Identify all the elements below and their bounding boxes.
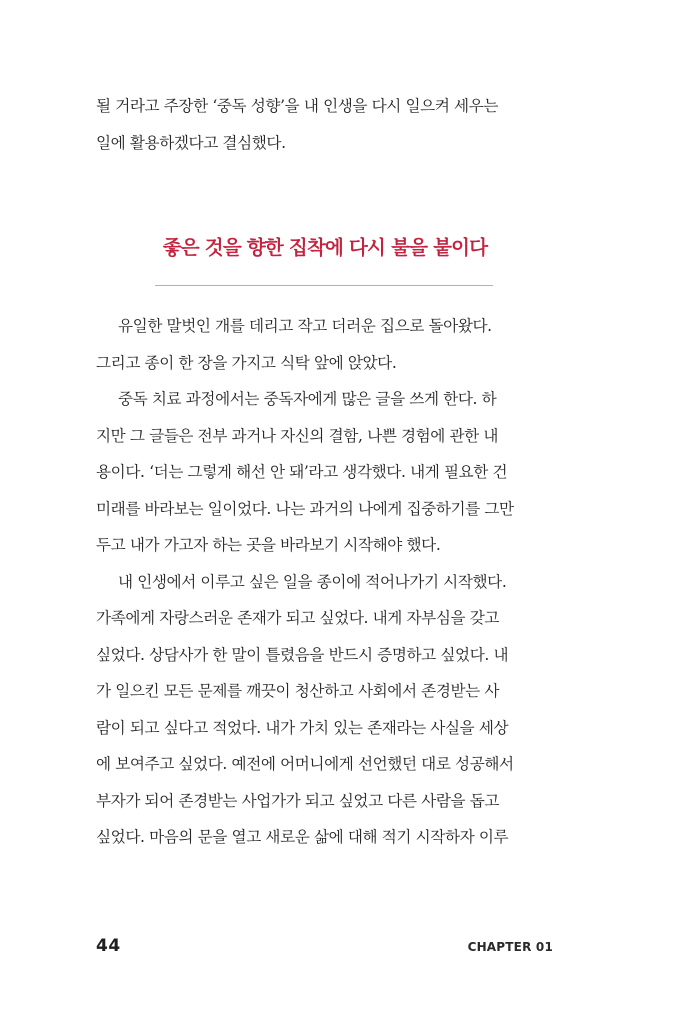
text-line: 두고 내가 가고자 하는 곳을 바라보기 시작해야 했다. bbox=[96, 536, 441, 554]
text-line: 가 일으킨 모든 문제를 깨끗이 청산하고 사회에서 존경받는 사 bbox=[96, 682, 500, 700]
paragraph bbox=[96, 308, 554, 381]
section-body bbox=[96, 308, 554, 856]
text-line: 용이다. ‘더는 그렇게 해선 안 돼’라고 생각했다. 내게 필요한 건 bbox=[96, 463, 508, 481]
text-line: 그리고 종이 한 장을 가지고 식탁 앞에 앉았다. bbox=[96, 353, 397, 372]
section-heading: 좋은 것을 향한 집착에 다시 불을 붙이다 bbox=[162, 236, 488, 259]
text-line: 일에 활용하겠다고 결심했다. bbox=[96, 133, 286, 152]
text-line: 지만 그 글들은 전부 과거나 자신의 결함, 나쁜 경험에 관한 내 bbox=[96, 426, 499, 445]
text-line: 가족에게 자랑스러운 존재가 되고 싶었다. 내게 자부심을 갖고 bbox=[96, 609, 500, 627]
text-line: 에 보여주고 싶었다. 예전에 어머니에게 선언했던 대로 성공해서 bbox=[96, 755, 514, 773]
text-line: 람이 되고 싶다고 적었다. 내가 가치 있는 존재라는 사실을 세상 bbox=[96, 718, 509, 737]
paragraph bbox=[96, 564, 554, 856]
continued-paragraph bbox=[96, 88, 554, 161]
text-line: 유일한 말벗인 개를 데리고 작고 더러운 집으로 돌아왔다. bbox=[118, 317, 492, 335]
text-line: 싶었다. 상담사가 한 말이 틀렸음을 반드시 증명하고 싶었다. 내 bbox=[96, 645, 509, 664]
text-line: 될 거라고 주장한 ‘중독 성향’을 내 인생을 다시 일으켜 세우는 bbox=[96, 97, 499, 115]
text-line: 내 인생에서 이루고 싶은 일을 종이에 적어나가기 시작했다. bbox=[118, 572, 507, 591]
text-line: 부자가 되어 존경받는 사업가가 되고 싶었고 다른 사람을 돕고 bbox=[96, 791, 500, 810]
text-line: 싶었다. 마음의 문을 열고 새로운 삶에 대해 적기 시작하자 이루 bbox=[96, 828, 509, 846]
paragraph bbox=[96, 381, 554, 564]
section-heading-container bbox=[96, 228, 554, 268]
chapter-label: CHAPTER 01 bbox=[467, 940, 553, 954]
page-number: 44 bbox=[96, 936, 121, 956]
text-line: 중독 치료 과정에서는 중독자에게 많은 글을 쓰게 한다. 하 bbox=[118, 390, 497, 408]
heading-divider bbox=[155, 285, 493, 286]
text-line: 미래를 바라보는 일이었다. 나는 과거의 나에게 집중하기를 그만 bbox=[96, 499, 514, 518]
